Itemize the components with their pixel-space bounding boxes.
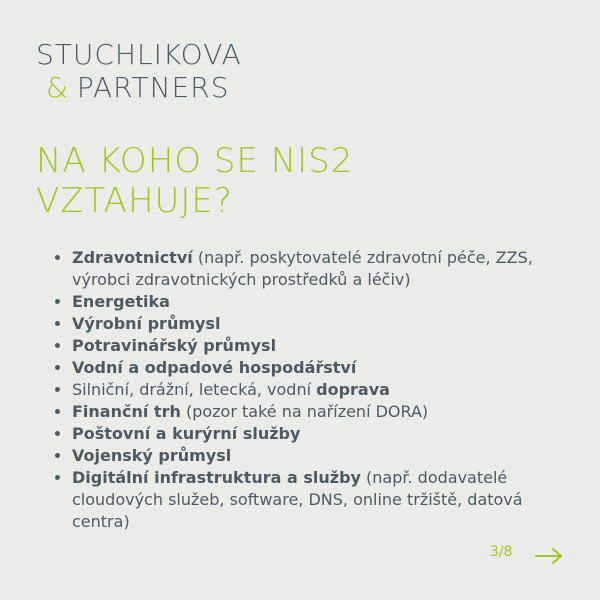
- list-item: • Digitální infrastruktura a služby (např. dodavatelé cloudových služeb, software, DNS, online tržiště, datová centra): [72, 467, 572, 533]
- page-indicator: 3/8: [490, 544, 513, 560]
- list-item: • Zdravotnictví (např. poskytovatelé zdravotní péče, ZZS, výrobci zdravotnických prostředků a léčiv): [72, 247, 572, 291]
- brand-logo: [36, 38, 242, 104]
- logo-partners: PARTNERS: [76, 71, 230, 104]
- logo-line-2: [36, 71, 242, 104]
- list-item: • Finanční trh (pozor také na nařízení DORA): [72, 401, 572, 423]
- list-item: • Vodní a odpadové hospodářství: [72, 357, 572, 379]
- title-line-2: VZTAHUJE?: [36, 181, 233, 221]
- title-line-1: NA KOHO SE NIS2: [36, 141, 354, 181]
- sector-list: [54, 247, 572, 533]
- page-title: [36, 141, 353, 221]
- logo-ampersand: &: [46, 71, 69, 104]
- list-item: • Energetika: [72, 291, 572, 313]
- list-item: • Silniční, drážní, letecká, vodní doprava: [72, 379, 572, 401]
- list-item: • Vojenský průmysl: [72, 445, 572, 467]
- logo-line-1: STUCHLIKOVA: [36, 38, 242, 71]
- list-item: • Potravinářský průmysl: [72, 335, 572, 357]
- list-item: • Poštovní a kurýrní služby: [72, 423, 572, 445]
- list-item: • Výrobní průmysl: [72, 313, 572, 335]
- arrow-right-icon[interactable]: [534, 547, 564, 565]
